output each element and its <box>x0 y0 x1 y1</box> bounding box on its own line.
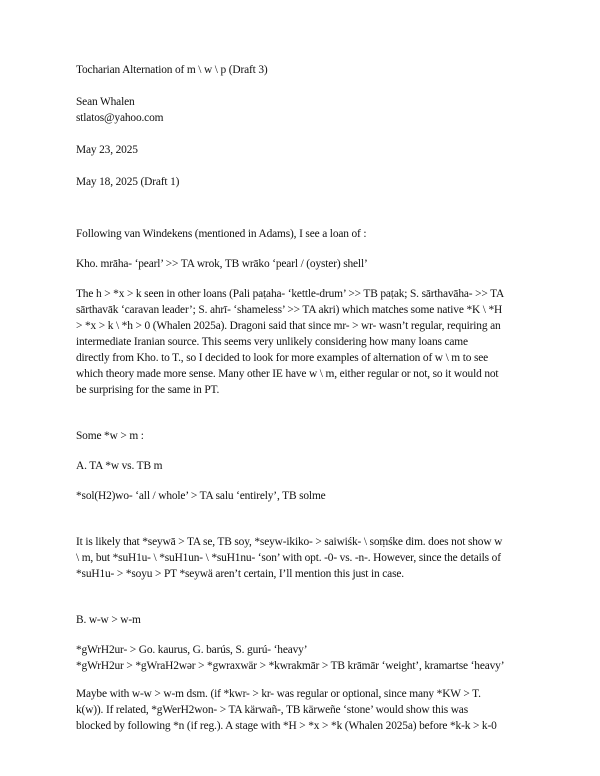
section-intro-w-m: Some *w > m : <box>76 430 144 442</box>
paragraph-line: k(w)). If related, *gWerH2won- > TA kärwañ-, TB kärweñe ‘stone’ would show this was <box>76 704 468 716</box>
paragraph-line: Maybe with w-w > w-m dsm. (if *kwr- > kr- was regular or optional, since many *KW > T. <box>76 688 481 700</box>
author-email: stlatos@yahoo.com <box>76 112 164 124</box>
document-title: Tocharian Alternation of m \ w \ p (Draft 3) <box>76 64 268 76</box>
paragraph-line: which theory made more sense. Many other IE have w \ m, either regular or not, so it would not <box>76 368 499 380</box>
author-name: Sean Whalen <box>76 96 135 108</box>
section-a-heading: A. TA *w vs. TB m <box>76 460 163 472</box>
example-pearl: Kho. mrāha- ‘pearl’ >> TA wrok, TB wrāko ‘pearl / (oyster) shell’ <box>76 258 368 270</box>
example-weight: *gWrH2ur > *gWraH2wər > *gwraxwär > *kwrakmār > TB krāmār ‘weight’, kramartse ‘heavy’ <box>76 660 505 672</box>
paragraph-line: \ m, but *suH1u- \ *suH1un- \ *suH1nu- ‘son’ with opt. -0- vs. -n-. However, since the details of <box>76 552 501 564</box>
document-date: May 23, 2025 <box>76 144 138 156</box>
paragraph-line: sārthavāk ‘caravan leader’; S. ahrī- ‘shameless’ >> TA akri) which matches some native *K \ *H <box>76 304 503 316</box>
section-b-heading: B. w-w > w-m <box>76 614 141 626</box>
paragraph-maybe <box>76 686 536 734</box>
draft-note: May 18, 2025 (Draft 1) <box>76 176 180 188</box>
paragraph-line: directly from Kho. to T., so I decided to look for more examples of alternation of w \ m to see <box>76 352 489 364</box>
paragraph-line: intermediate Iranian source. This seems very unlikely considering how many loans came <box>76 336 468 348</box>
paragraph-line: be surprising for the same in PT. <box>76 384 220 396</box>
paragraph-line: > *x > k \ *h > 0 (Whalen 2025a). Dragoni said that since mr- > wr- wasn’t regular, requiring an <box>76 320 501 332</box>
paragraph-line: It is likely that *seywā > TA se, TB soy, *seyw-ikiko- > saiwiśk- \ soṃśke dim. does not show w <box>76 536 503 548</box>
paragraph-loans <box>76 286 536 398</box>
paragraph-seywa <box>76 534 536 582</box>
paragraph-line: The h > *x > k seen in other loans (Pali paṭaha- ‘kettle-drum’ >> TB paṭak; S. sārthavāha- >> TA <box>76 288 505 300</box>
example-heavy: *gWrH2ur- > Go. kaurus, G. barús, S. gurú- ‘heavy’ <box>76 644 308 656</box>
paragraph-line: *suH1u- > *soyu > PT *seywä aren’t certain, I’ll mention this just in case. <box>76 568 404 580</box>
example-sol: *sol(H2)wo- ‘all / whole’ > TA salu ‘entirely’, TB solme <box>76 490 326 502</box>
document-body <box>76 62 536 734</box>
paragraph-line: blocked by following *n (if reg.). A stage with *H > *x > *k (Whalen 2025a) before *k-k > k-0 <box>76 720 497 732</box>
intro-paragraph: Following van Windekens (mentioned in Adams), I see a loan of : <box>76 228 367 240</box>
